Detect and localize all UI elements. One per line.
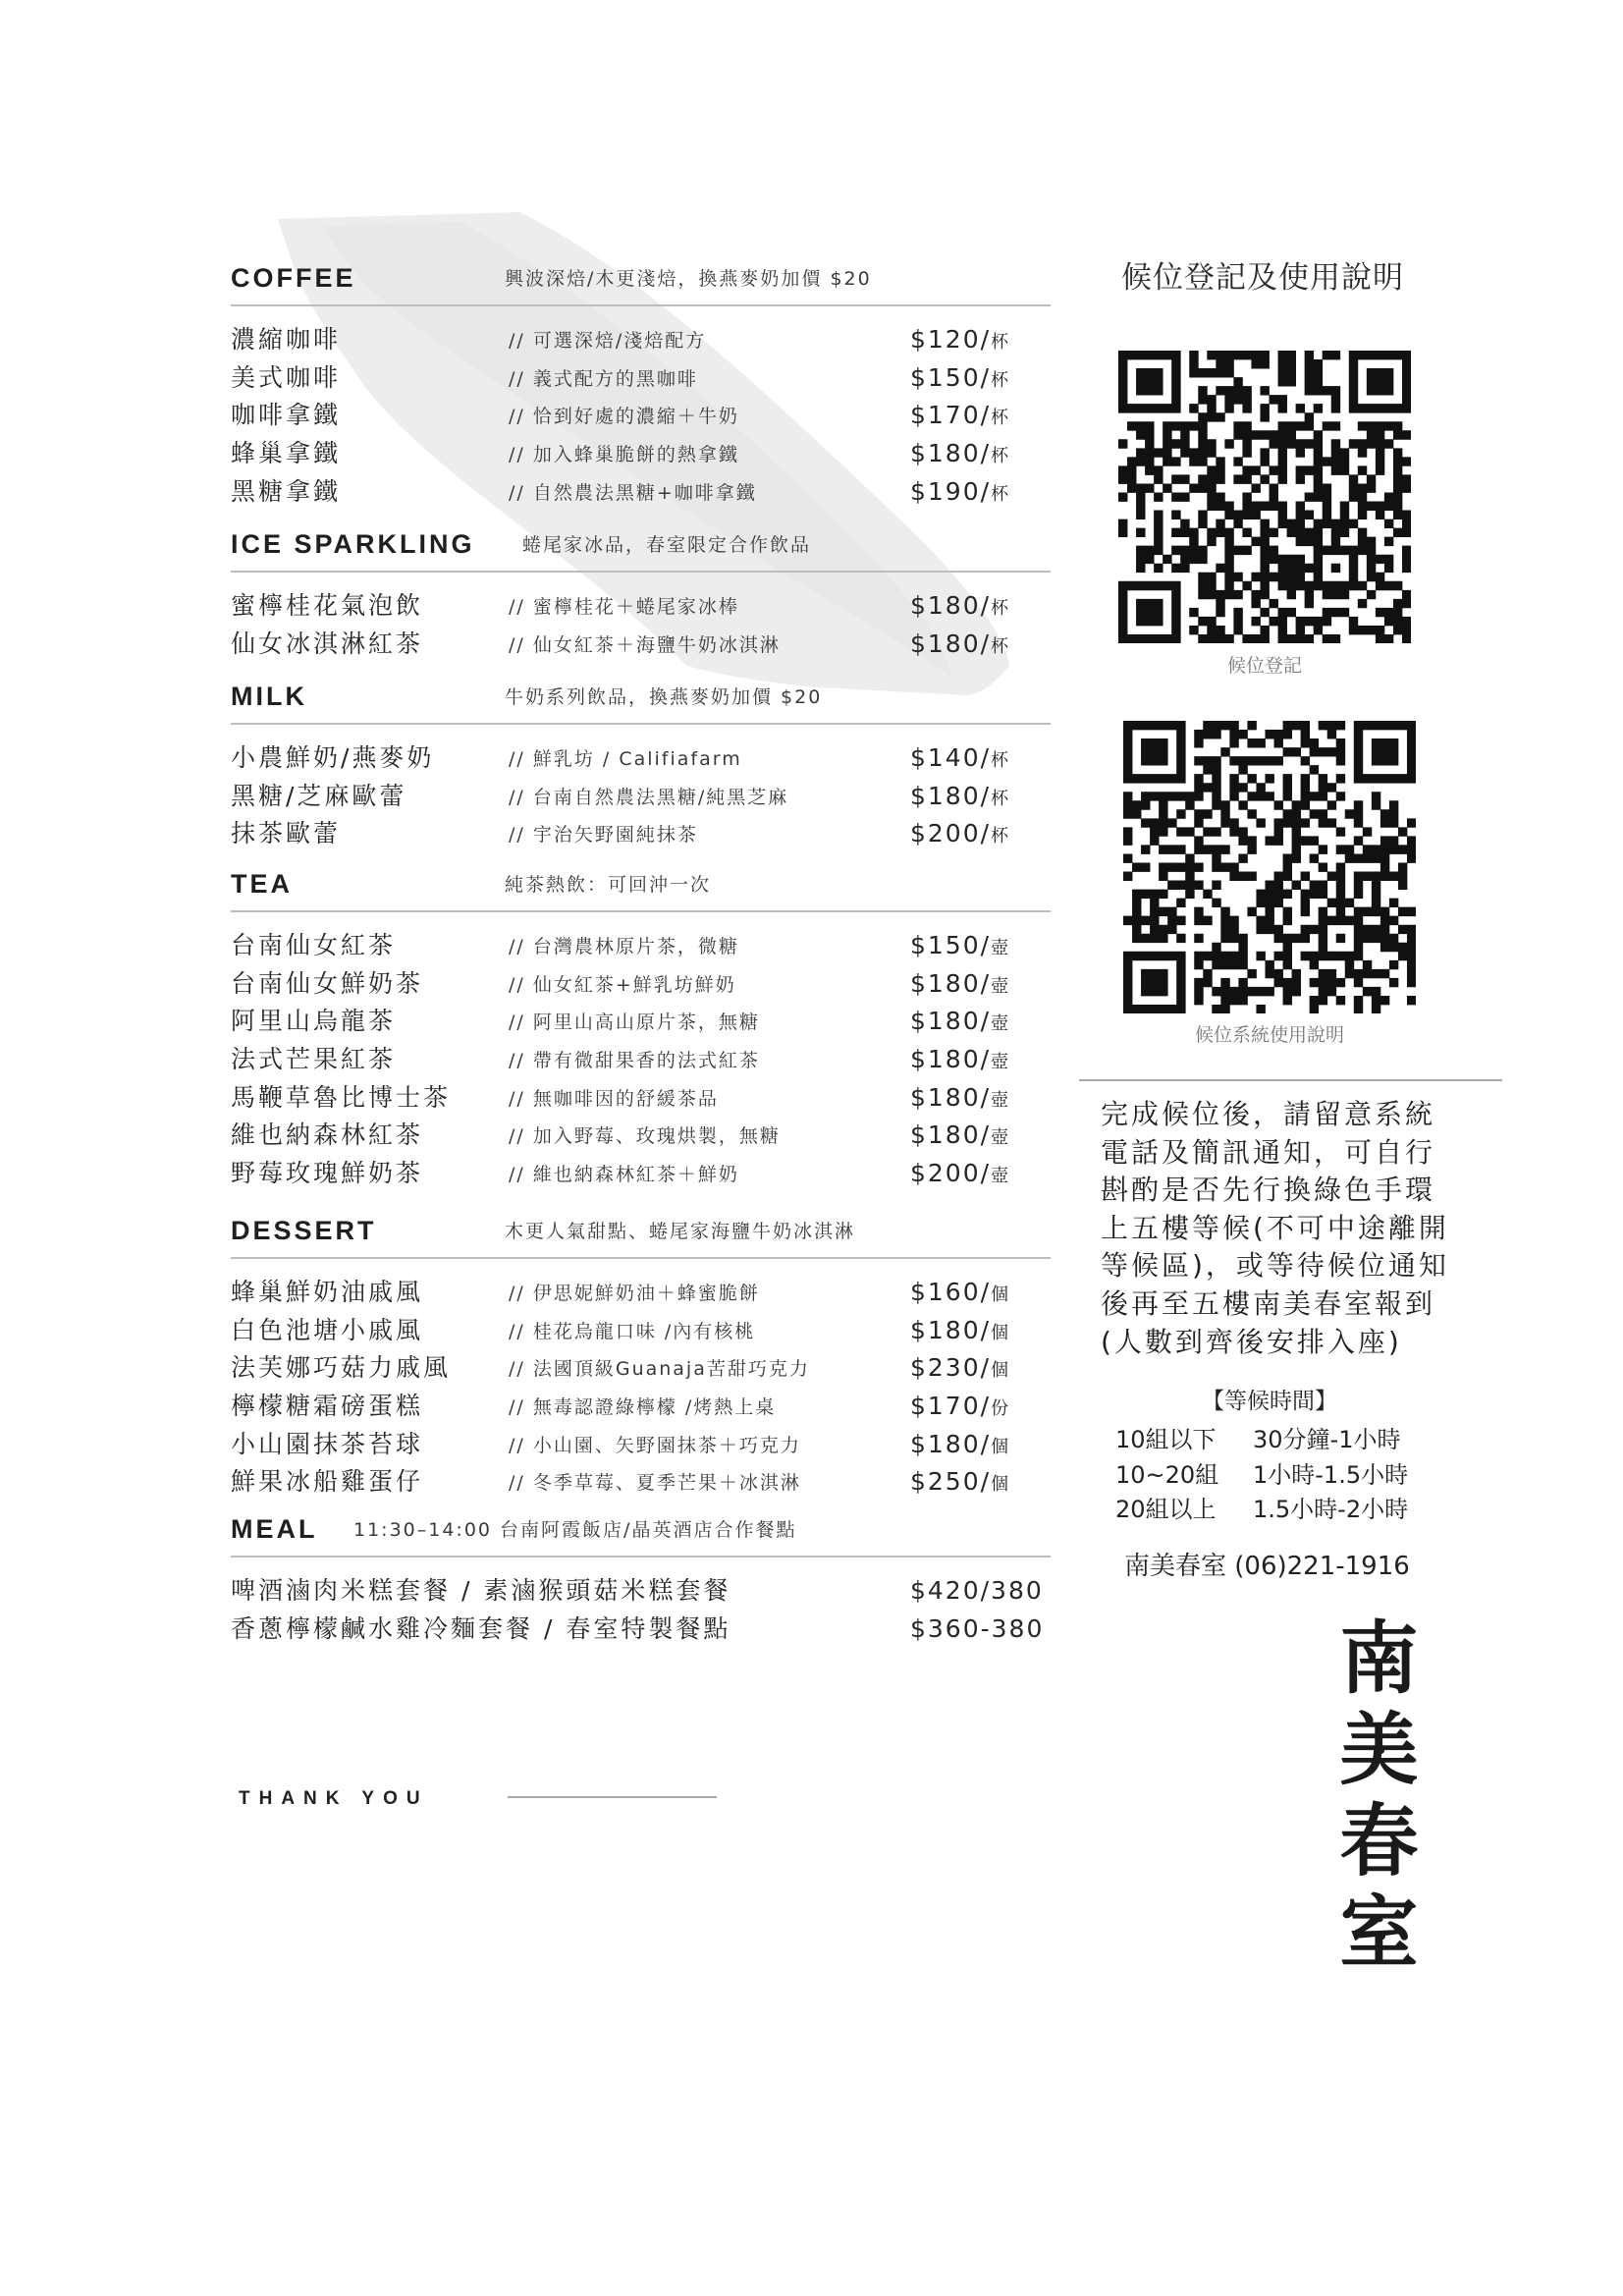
section-title: ICE SPARKLING: [231, 529, 475, 559]
section-divider: [231, 910, 1051, 912]
item-list: [231, 927, 1051, 1193]
item-name: 蜂巢鮮奶油戚風: [231, 1278, 424, 1306]
price-amount: $230/: [910, 1353, 992, 1383]
menu-item: [231, 927, 1051, 965]
menu-item: [231, 1041, 1051, 1079]
item-description: // 鮮乳坊 / Califiafarm: [509, 748, 742, 770]
qr-caption-instructions: 候位系統使用說明: [1194, 1024, 1344, 1046]
notice-line: (人數到齊後安排入座): [1101, 1325, 1402, 1358]
item-description: // 桂花烏龍口味 /內有核桃: [509, 1320, 756, 1342]
price-unit: 杯: [991, 483, 1009, 505]
item-list: [231, 321, 1051, 511]
notice-line: 等候區)，或等待候位通知: [1101, 1249, 1449, 1283]
menu-item: [231, 626, 1051, 664]
item-description: // 仙女紅茶＋海鹽牛奶冰淇淋: [509, 633, 781, 656]
wait-duration: 30分鐘-1小時: [1253, 1426, 1401, 1453]
item-price: [910, 1079, 1008, 1121]
price-amount: $180/: [910, 1429, 992, 1458]
item-name: 黑糖拿鐵: [231, 476, 342, 506]
notice-line: 上五樓等候(不可中途離開: [1101, 1211, 1449, 1244]
price-amount: $180/: [910, 781, 992, 810]
section-header: [231, 1507, 1051, 1551]
section-header: [231, 675, 1051, 718]
item-name: 馬鞭草魯比博士茶: [231, 1082, 452, 1112]
section-subtitle: 興波深焙/木更淺焙，換燕麥奶加價 $20: [505, 268, 872, 290]
menu-item: [231, 435, 1051, 473]
price-unit: 個: [991, 1474, 1009, 1496]
section-title: TEA: [231, 869, 293, 899]
item-name: 啤酒滷肉米糕套餐 / 素滷猴頭菇米糕套餐: [231, 1576, 731, 1605]
price-unit: 杯: [991, 788, 1009, 809]
item-price: [910, 1155, 1008, 1196]
price-amount: $180/: [910, 1007, 992, 1036]
item-description: // 帶有微甜果香的法式紅茶: [509, 1050, 760, 1072]
item-description: // 加入野莓、玫瑰烘製，無糖: [509, 1125, 781, 1148]
menu-item: [231, 359, 1051, 398]
notice-line: 斟酌是否先行換綠色手環: [1101, 1174, 1436, 1207]
qr-code-icon: [1118, 351, 1411, 643]
menu-item: [231, 1572, 1051, 1611]
section-meal: [231, 1507, 1051, 1648]
item-description: // 維也納森林紅茶＋鮮奶: [509, 1164, 739, 1186]
price-unit: 壺: [991, 1013, 1009, 1035]
wait-group-size: 10組以下: [1115, 1426, 1217, 1453]
price-amount: $180/: [910, 1315, 992, 1344]
item-description: // 無毒認證綠檸檬 /烤熱上桌: [509, 1396, 777, 1419]
price-unit: 杯: [991, 446, 1009, 467]
item-list: [231, 587, 1051, 663]
section-subtitle: 牛奶系列飲品，換燕麥奶加價 $20: [505, 686, 823, 708]
section-subtitle: 11:30–14:00 台南阿霞飯店/晶英酒店合作餐點: [353, 1519, 797, 1541]
section-title: MILK: [231, 682, 307, 711]
item-price: [910, 815, 1008, 856]
price-unit: 個: [991, 1360, 1009, 1382]
item-price: [910, 1349, 1008, 1391]
section-divider: [231, 571, 1051, 573]
section-divider: [231, 304, 1051, 306]
item-name: 美式咖啡: [231, 362, 342, 392]
item-list: [231, 1274, 1051, 1502]
thank-you-text: THANK YOU: [239, 1788, 429, 1809]
item-name: 白色池塘小戚風: [231, 1315, 424, 1344]
menu-item: [231, 587, 1051, 626]
notice-line: 電話及簡訊通知，可自行: [1101, 1135, 1436, 1169]
wait-duration: 1小時-1.5小時: [1253, 1460, 1409, 1489]
section-header: [231, 1209, 1051, 1252]
menu-item: [231, 1611, 1051, 1649]
menu-item: [231, 1426, 1051, 1464]
price-amount: $120/: [910, 325, 992, 354]
wait-time-heading: 【等候時間】: [1202, 1389, 1337, 1414]
item-description: // 宇治矢野園純抹茶: [509, 824, 698, 847]
price-amount: $170/: [910, 1392, 992, 1421]
item-name: 法芙娜巧菇力戚風: [231, 1353, 452, 1383]
qr-code-icon: [1123, 721, 1416, 1013]
item-price: [910, 435, 1008, 476]
price-unit: 壺: [991, 1166, 1009, 1187]
item-price: [910, 927, 1008, 968]
item-price: [910, 1388, 1008, 1429]
item-list: [231, 739, 1051, 853]
item-description: // 法國頂級Guanaja苦甜巧克力: [509, 1358, 810, 1381]
item-name: 鮮果冰船雞蛋仔: [231, 1467, 424, 1497]
item-name: 小農鮮奶/燕麥奶: [231, 743, 435, 772]
item-description: // 自然農法黑糖+咖啡拿鐵: [509, 481, 757, 504]
price-amount: $160/: [910, 1278, 992, 1306]
qr-caption-registration: 候位登記: [1226, 655, 1302, 677]
price-amount: $180/: [910, 1082, 992, 1112]
wait-duration: 1.5小時-2小時: [1253, 1496, 1409, 1523]
item-name: 小山園抹茶苔球: [231, 1429, 424, 1458]
item-description: // 伊思妮鮮奶油＋蜂蜜脆餅: [509, 1283, 760, 1304]
price-unit: 杯: [991, 750, 1009, 771]
section-header: [231, 862, 1051, 905]
menu-item: [231, 739, 1051, 778]
section-subtitle: 純茶熱飲：可回沖一次: [505, 874, 712, 896]
qr-code-modules: [1123, 721, 1416, 1013]
price-amount: $200/: [910, 819, 992, 848]
price-amount: $170/: [910, 401, 992, 430]
notice-line: 後再至五樓南美春室報到: [1101, 1286, 1436, 1320]
item-description: // 台南自然農法黑糖/純黑芝麻: [509, 786, 789, 808]
section-title: COFFEE: [231, 263, 356, 293]
price-unit: 壺: [991, 975, 1009, 997]
section-milk: [231, 675, 1051, 853]
wait-time-row: [1115, 1458, 1449, 1494]
price-amount: $180/: [910, 591, 992, 620]
price-unit: 個: [991, 1436, 1009, 1457]
price-amount: $200/: [910, 1159, 992, 1188]
item-description: // 仙女紅茶+鮮乳坊鮮奶: [509, 973, 736, 996]
item-description: // 小山園、矢野園抹茶＋巧克力: [509, 1434, 801, 1456]
item-name: 仙女冰淇淋紅茶: [231, 629, 424, 658]
menu-item: [231, 1388, 1051, 1426]
item-description: // 蜜檸桂花＋蜷尾家冰棒: [509, 596, 739, 618]
section-coffee: [231, 256, 1051, 511]
menu-item: [231, 1349, 1051, 1388]
menu-item: [231, 1312, 1051, 1350]
item-price: [910, 1312, 1008, 1353]
item-name: 黑糖/芝麻歐蕾: [231, 781, 407, 810]
item-price: $360-380: [910, 1613, 1045, 1643]
item-description: // 台灣農林原片茶，微糖: [509, 936, 739, 957]
price-unit: 壺: [991, 938, 1009, 958]
section-dessert: [231, 1209, 1051, 1502]
item-list: [231, 1572, 1051, 1648]
price-unit: 份: [991, 1398, 1009, 1420]
section-tea: [231, 862, 1051, 1193]
item-name: 蜜檸桂花氣泡飲: [231, 591, 424, 620]
item-name: 法式芒果紅茶: [231, 1045, 397, 1074]
contact-phone: 南美春室 (06)221-1916: [1124, 1552, 1410, 1581]
item-description: // 加入蜂巢脆餅的熱拿鐵: [509, 444, 739, 466]
price-unit: 杯: [991, 332, 1009, 353]
item-description: // 可選深焙/淺焙配方: [509, 330, 707, 352]
price-unit: 杯: [991, 408, 1009, 429]
item-name: 蜂巢拿鐵: [231, 439, 342, 468]
item-name: 香蔥檸檬鹹水雞冷麵套餐 / 春室特製餐點: [231, 1613, 731, 1643]
price-amount: $180/: [910, 968, 992, 998]
price-amount: $150/: [910, 931, 992, 959]
item-name: 抹茶歐蕾: [231, 819, 342, 848]
section-subtitle: 蜷尾家冰品，春室限定合作飲品: [522, 534, 812, 556]
menu-item: [231, 1079, 1051, 1118]
wait-time-row: [1115, 1493, 1449, 1528]
price-unit: 杯: [991, 369, 1009, 391]
item-name: 台南仙女鮮奶茶: [231, 968, 424, 998]
item-price: [910, 473, 1008, 515]
item-price: [910, 359, 1008, 401]
item-name: 濃縮咖啡: [231, 325, 342, 354]
menu-item: [231, 1463, 1051, 1502]
menu-item: [231, 1274, 1051, 1312]
price-amount: $250/: [910, 1467, 992, 1497]
item-price: [910, 1041, 1008, 1082]
price-unit: 壺: [991, 1089, 1009, 1111]
wait-time-table: [1115, 1423, 1449, 1528]
menu-item: [231, 397, 1051, 435]
item-price: [910, 1463, 1008, 1504]
price-amount: $180/: [910, 1121, 992, 1150]
menu-item: [231, 778, 1051, 816]
item-price: [910, 1426, 1008, 1467]
item-name: 咖啡拿鐵: [231, 401, 342, 430]
item-description: // 冬季草莓、夏季芒果＋冰淇淋: [509, 1472, 801, 1495]
section-ice-sparkling: [231, 522, 1051, 663]
waitlist-divider: [1079, 1079, 1502, 1081]
price-unit: 壺: [991, 1127, 1009, 1149]
item-price: [910, 1117, 1008, 1158]
section-header: [231, 256, 1051, 300]
item-name: 維也納森林紅茶: [231, 1121, 424, 1150]
item-price: $420/380: [910, 1576, 1044, 1605]
section-divider: [231, 1556, 1051, 1558]
price-amount: $190/: [910, 476, 992, 506]
section-title: DESSERT: [231, 1216, 377, 1245]
section-title: MEAL: [231, 1514, 318, 1544]
item-price: [910, 397, 1008, 438]
price-amount: $180/: [910, 1045, 992, 1074]
price-amount: $180/: [910, 629, 992, 658]
waitlist-title: 候位登記及使用說明: [1121, 260, 1404, 296]
item-price: [910, 626, 1008, 667]
menu-item: [231, 321, 1051, 359]
section-header: [231, 522, 1051, 566]
price-unit: 杯: [991, 635, 1009, 657]
item-price: [910, 1003, 1008, 1044]
menu-item: [231, 1155, 1051, 1193]
item-description: // 無咖啡因的舒緩茶品: [509, 1087, 719, 1110]
notice-line: 完成候位後，請留意系統: [1101, 1098, 1436, 1130]
item-price: [910, 739, 1008, 781]
price-amount: $150/: [910, 362, 992, 392]
price-unit: 個: [991, 1322, 1009, 1343]
item-price: [910, 321, 1008, 362]
item-price: [910, 587, 1008, 629]
section-subtitle: 木更人氣甜點、蜷尾家海鹽牛奶冰淇淋: [505, 1221, 856, 1242]
menu-item: [231, 965, 1051, 1004]
item-name: 檸檬糖霜磅蛋糕: [231, 1392, 424, 1421]
thank-you-divider: [508, 1796, 717, 1798]
wait-time-row: [1115, 1423, 1449, 1458]
section-divider: [231, 1257, 1051, 1259]
section-divider: [231, 723, 1051, 725]
menu-item: [231, 1117, 1051, 1155]
item-name: 台南仙女紅茶: [231, 931, 397, 959]
waitlist-notice: [1101, 1096, 1449, 1361]
menu-item: [231, 1003, 1051, 1041]
price-unit: 個: [991, 1285, 1009, 1305]
item-description: // 恰到好處的濃縮＋牛奶: [509, 406, 739, 428]
brand-logo: 南美春室: [1326, 1616, 1419, 1982]
price-unit: 杯: [991, 598, 1009, 619]
wait-group-size: 20組以上: [1115, 1496, 1217, 1523]
wait-group-size: 10~20組: [1115, 1460, 1219, 1489]
price-unit: 壺: [991, 1052, 1009, 1073]
item-price: [910, 778, 1008, 819]
item-price: [910, 965, 1008, 1007]
menu-item: [231, 473, 1051, 512]
price-unit: 杯: [991, 826, 1009, 847]
item-price: [910, 1274, 1008, 1315]
item-description: // 阿里山高山原片茶，無糖: [509, 1011, 760, 1034]
menu-item: [231, 815, 1051, 853]
item-name: 野莓玫瑰鮮奶茶: [231, 1159, 424, 1188]
price-amount: $140/: [910, 743, 992, 772]
price-amount: $180/: [910, 439, 992, 468]
qr-code-modules: [1118, 351, 1411, 643]
item-description: // 義式配方的黑咖啡: [509, 367, 698, 390]
item-name: 阿里山烏龍茶: [231, 1007, 397, 1036]
